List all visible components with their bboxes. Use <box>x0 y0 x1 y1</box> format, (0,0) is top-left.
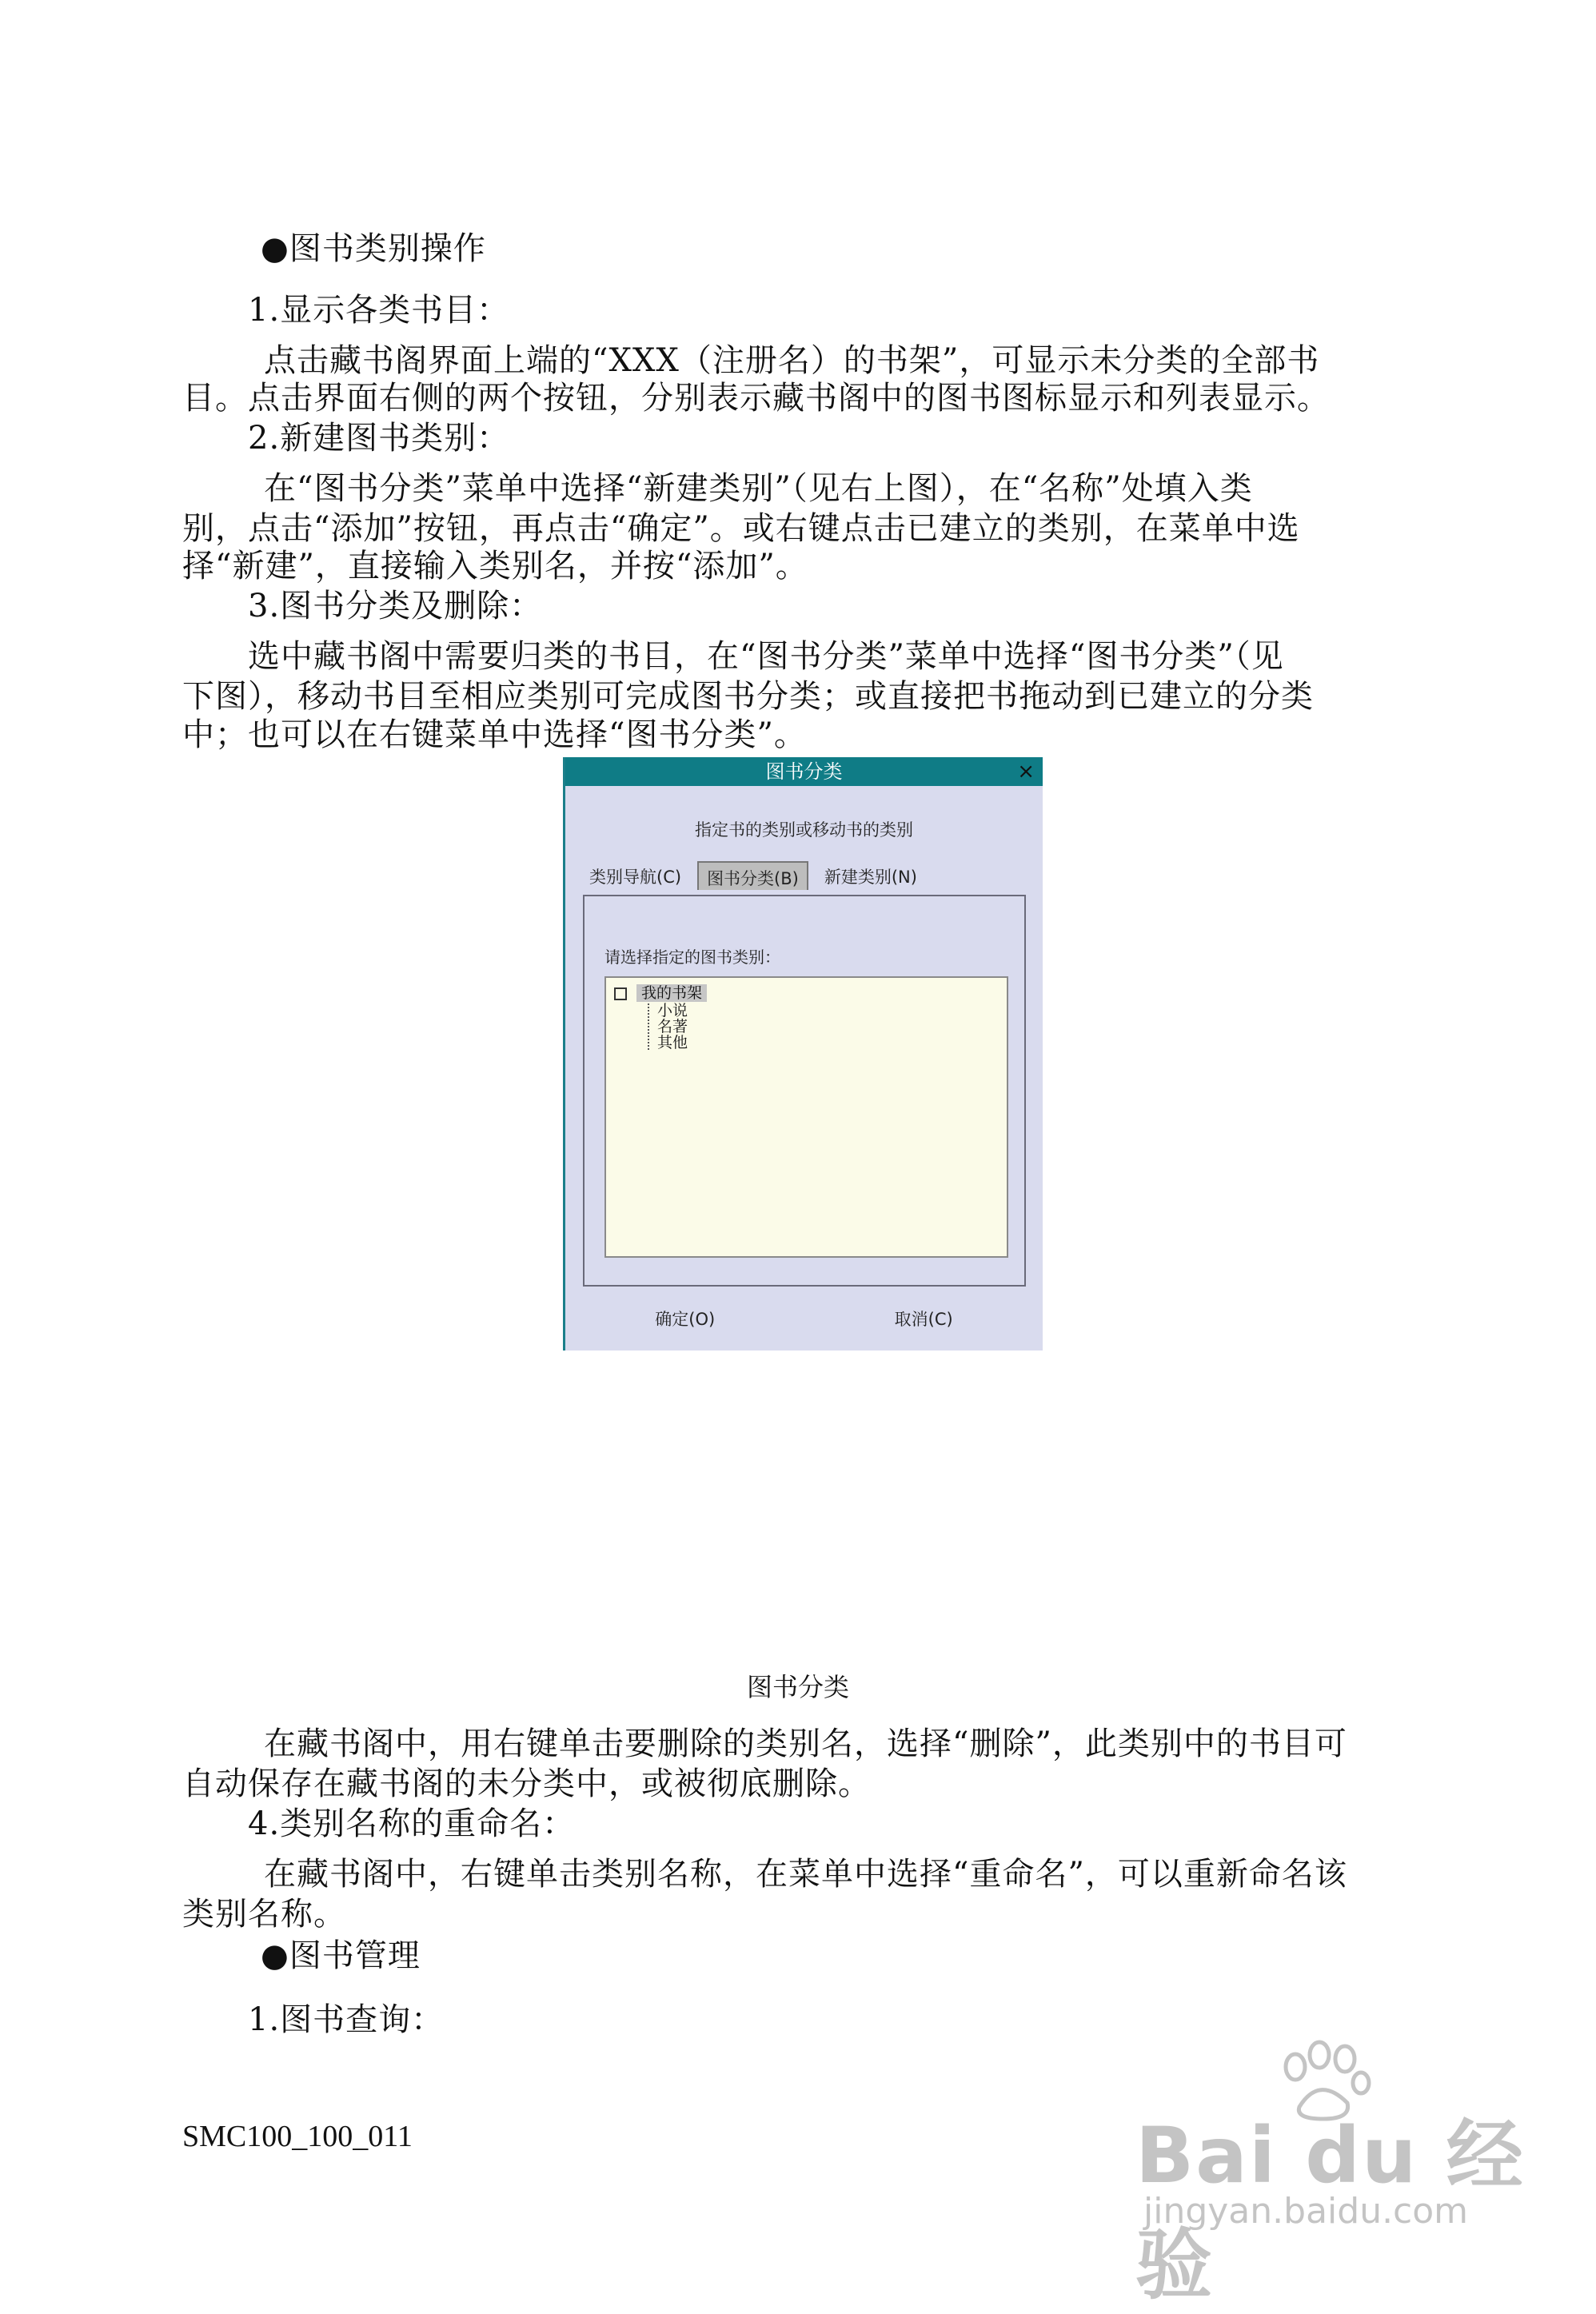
subheading-show-books: 1.显示各类书目： <box>248 292 510 329</box>
watermark-brand: Bai du 经验 <box>1135 2111 1525 2310</box>
section-heading-management: ●图书管理 <box>261 1937 421 1974</box>
cancel-button[interactable]: 取消(C) <box>894 1310 953 1329</box>
expand-box-icon[interactable] <box>614 987 627 1000</box>
ok-button[interactable]: 确定(O) <box>655 1310 716 1329</box>
dialog-prompt: 指定书的类别或移动书的类别 <box>695 820 913 840</box>
paragraph-line: 目。点击界面右侧的两个按钮，分别表示藏书阁中的图书图标显示和列表显示。 <box>182 380 1330 417</box>
paragraph-line: 自动保存在藏书阁的未分类中，或被彻底删除。 <box>182 1765 871 1802</box>
paragraph-line: 在藏书阁中，用右键单击要删除的类别名，选择“删除”，此类别中的书目可 <box>264 1726 1347 1762</box>
panel-label: 请选择指定的图书类别： <box>604 948 780 967</box>
close-icon[interactable]: × <box>1017 760 1035 784</box>
doc-footer-code: SMC100_100_011 <box>182 2120 413 2153</box>
subheading-book-query: 1.图书查询： <box>248 2001 445 2038</box>
subheading-new-category: 2.新建图书类别： <box>248 420 510 457</box>
watermark-url: jingyan.baidu.com <box>1143 2191 1469 2232</box>
tree-item[interactable]: 其他 <box>648 1035 688 1050</box>
subheading-classify-delete: 3.图书分类及删除： <box>248 588 543 624</box>
tree-item[interactable]: 名著 <box>648 1019 688 1034</box>
category-tree[interactable] <box>604 976 1008 1258</box>
paragraph-line: 别，点击“添加”按钮，再点击“确定”。或右键点击已建立的类别，在菜单中选 <box>182 510 1300 547</box>
tree-item[interactable]: 小说 <box>648 1003 688 1018</box>
subheading-rename: 4.类别名称的重命名： <box>248 1805 576 1842</box>
dialog-buttons <box>565 1307 1043 1331</box>
paragraph-line: 在藏书阁中，右键单击类别名称，在菜单中选择“重命名”，可以重新命名该 <box>264 1856 1347 1893</box>
tab-book-classify[interactable]: 图书分类(B) <box>697 861 808 890</box>
tab-new-category[interactable]: 新建类别(N) <box>824 868 917 887</box>
tree-root[interactable] <box>614 981 707 1003</box>
paragraph-line: 下图），移动书目至相应类别可完成图书分类；或直接把书拖动到已建立的分类 <box>182 678 1314 715</box>
tab-panel <box>583 895 1026 1287</box>
tab-category-nav[interactable]: 类别导航(C) <box>589 868 682 887</box>
paragraph-line: 点击藏书阁界面上端的“XXX（注册名）的书架”，可显示未分类的全部书 <box>264 342 1320 379</box>
category-dialog <box>563 757 1043 1350</box>
dialog-titlebar <box>565 757 1043 786</box>
dialog-title: 图书分类 <box>765 760 843 783</box>
paragraph-line: 选中藏书阁中需要归类的书目，在“图书分类”菜单中选择“图书分类”（见 <box>248 638 1284 675</box>
paragraph-line: 在“图书分类”菜单中选择“新建类别”（见右上图），在“名称”处填入类 <box>264 470 1253 507</box>
dialog-tabs <box>581 861 1027 890</box>
figure-caption: 图书分类 <box>746 1672 849 1702</box>
section-heading-category: ●图书类别操作 <box>261 230 486 267</box>
paragraph-line: 择“新建”，直接输入类别名，并按“添加”。 <box>182 548 808 584</box>
paragraph-line: 类别名称。 <box>182 1896 346 1933</box>
paragraph-line: 中；也可以在右键菜单中选择“图书分类”。 <box>182 716 807 753</box>
baidu-watermark <box>1135 2039 1535 2310</box>
tree-root-label: 我的书架 <box>636 984 707 1002</box>
